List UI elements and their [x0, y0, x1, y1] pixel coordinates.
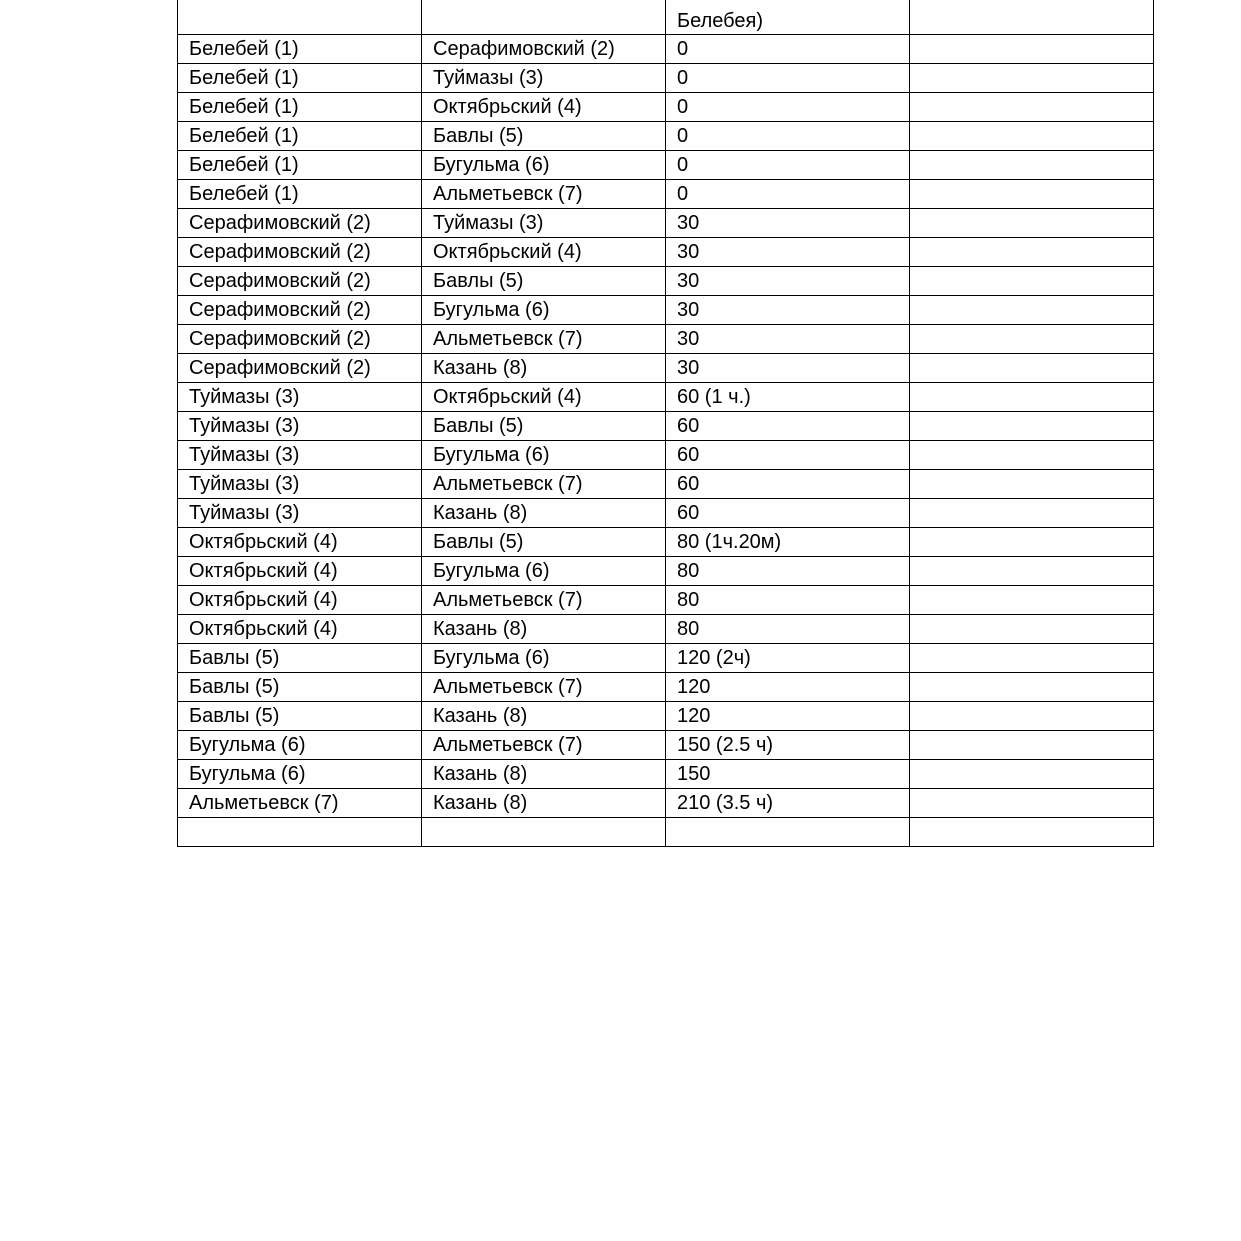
- empty-cell: [178, 818, 422, 847]
- cell-from: Бавлы (5): [178, 644, 422, 673]
- cell-to: Бугульма (6): [422, 441, 666, 470]
- cell-note: [910, 412, 1154, 441]
- cell-note: [910, 673, 1154, 702]
- cell-note: [910, 180, 1154, 209]
- cell-to: Казань (8): [422, 702, 666, 731]
- header-cell-from: [178, 0, 422, 35]
- table-row: [178, 499, 1154, 528]
- cell-time: 0: [666, 93, 910, 122]
- cell-to: Бавлы (5): [422, 267, 666, 296]
- cell-note: [910, 586, 1154, 615]
- cell-from: Белебей (1): [178, 64, 422, 93]
- cell-from: Бавлы (5): [178, 702, 422, 731]
- cell-from: Туймазы (3): [178, 383, 422, 412]
- cell-to: Альметьевск (7): [422, 180, 666, 209]
- cell-time: 60: [666, 441, 910, 470]
- cell-note: [910, 35, 1154, 64]
- cell-time: 150: [666, 760, 910, 789]
- cell-note: [910, 296, 1154, 325]
- cell-note: [910, 64, 1154, 93]
- cell-from: Серафимовский (2): [178, 238, 422, 267]
- cell-from: Серафимовский (2): [178, 325, 422, 354]
- cell-note: [910, 731, 1154, 760]
- cell-to: Альметьевск (7): [422, 731, 666, 760]
- table-row: [178, 731, 1154, 760]
- cell-time: 0: [666, 180, 910, 209]
- table-row: [178, 35, 1154, 64]
- cell-from: Октябрьский (4): [178, 615, 422, 644]
- cell-note: [910, 383, 1154, 412]
- cell-time: 80: [666, 615, 910, 644]
- table-row: [178, 325, 1154, 354]
- table-row: [178, 557, 1154, 586]
- table-row: [178, 412, 1154, 441]
- cell-to: Бугульма (6): [422, 151, 666, 180]
- table-row-empty: [178, 818, 1154, 847]
- cell-note: [910, 644, 1154, 673]
- cell-from: Бавлы (5): [178, 673, 422, 702]
- cell-note: [910, 528, 1154, 557]
- cell-from: Белебей (1): [178, 93, 422, 122]
- cell-from: Туймазы (3): [178, 470, 422, 499]
- cell-from: Октябрьский (4): [178, 586, 422, 615]
- cell-from: Бугульма (6): [178, 760, 422, 789]
- cell-time: 0: [666, 122, 910, 151]
- cell-to: Бугульма (6): [422, 644, 666, 673]
- cell-time: 30: [666, 296, 910, 325]
- cell-time: 60: [666, 412, 910, 441]
- cell-note: [910, 615, 1154, 644]
- table-row: [178, 528, 1154, 557]
- cell-time: 80 (1ч.20м): [666, 528, 910, 557]
- table-row: [178, 64, 1154, 93]
- cell-note: [910, 557, 1154, 586]
- cell-note: [910, 122, 1154, 151]
- cell-from: Туймазы (3): [178, 499, 422, 528]
- cell-note: [910, 354, 1154, 383]
- cell-time: 30: [666, 325, 910, 354]
- cell-from: Белебей (1): [178, 35, 422, 64]
- cell-time: 30: [666, 354, 910, 383]
- cell-time: 80: [666, 557, 910, 586]
- cell-to: Казань (8): [422, 354, 666, 383]
- cell-time: 60: [666, 499, 910, 528]
- cell-note: [910, 209, 1154, 238]
- cell-to: Казань (8): [422, 760, 666, 789]
- cell-to: Октябрьский (4): [422, 93, 666, 122]
- cell-time: 120 (2ч): [666, 644, 910, 673]
- cell-time: 60: [666, 470, 910, 499]
- table-row: [178, 267, 1154, 296]
- empty-cell: [422, 818, 666, 847]
- cell-time: 150 (2.5 ч): [666, 731, 910, 760]
- table-row: [178, 673, 1154, 702]
- cell-from: Октябрьский (4): [178, 528, 422, 557]
- cell-from: Белебей (1): [178, 180, 422, 209]
- cell-to: Бавлы (5): [422, 412, 666, 441]
- empty-cell: [666, 818, 910, 847]
- table-row: [178, 615, 1154, 644]
- cell-from: Серафимовский (2): [178, 296, 422, 325]
- table-body: [178, 0, 1154, 847]
- cell-from: Бугульма (6): [178, 731, 422, 760]
- cell-time: 0: [666, 35, 910, 64]
- table-row: [178, 209, 1154, 238]
- cell-to: Туймазы (3): [422, 64, 666, 93]
- cell-time: 0: [666, 151, 910, 180]
- table-row: [178, 151, 1154, 180]
- cell-from: Белебей (1): [178, 122, 422, 151]
- cell-from: Туймазы (3): [178, 412, 422, 441]
- cell-from: Белебей (1): [178, 151, 422, 180]
- cell-to: Серафимовский (2): [422, 35, 666, 64]
- cell-note: [910, 238, 1154, 267]
- table-row: [178, 760, 1154, 789]
- cell-time: 60 (1 ч.): [666, 383, 910, 412]
- cell-from: Октябрьский (4): [178, 557, 422, 586]
- cell-note: [910, 151, 1154, 180]
- table-row: [178, 180, 1154, 209]
- cell-time: 80: [666, 586, 910, 615]
- cell-to: Альметьевск (7): [422, 470, 666, 499]
- cell-to: Октябрьский (4): [422, 238, 666, 267]
- cell-to: Альметьевск (7): [422, 325, 666, 354]
- header-row-tail: [178, 0, 1154, 35]
- table-row: [178, 441, 1154, 470]
- cell-note: [910, 789, 1154, 818]
- cell-note: [910, 702, 1154, 731]
- table-row: [178, 93, 1154, 122]
- cell-time: 0: [666, 64, 910, 93]
- empty-cell: [910, 818, 1154, 847]
- cell-to: Бавлы (5): [422, 122, 666, 151]
- table-row: [178, 354, 1154, 383]
- table-row: [178, 702, 1154, 731]
- header-cell-to: [422, 0, 666, 35]
- table-row: [178, 586, 1154, 615]
- cell-to: Казань (8): [422, 789, 666, 818]
- table-row: [178, 789, 1154, 818]
- header-cell-time: Белебея): [666, 0, 910, 35]
- table-row: [178, 238, 1154, 267]
- cell-note: [910, 470, 1154, 499]
- table-row: [178, 470, 1154, 499]
- cell-to: Бавлы (5): [422, 528, 666, 557]
- header-cell-note: [910, 0, 1154, 35]
- cell-note: [910, 441, 1154, 470]
- cell-time: 30: [666, 267, 910, 296]
- cell-time: 120: [666, 673, 910, 702]
- cell-note: [910, 267, 1154, 296]
- cell-from: Альметьевск (7): [178, 789, 422, 818]
- cell-from: Серафимовский (2): [178, 209, 422, 238]
- cell-to: Бугульма (6): [422, 296, 666, 325]
- cell-from: Серафимовский (2): [178, 354, 422, 383]
- cell-from: Серафимовский (2): [178, 267, 422, 296]
- cell-to: Октябрьский (4): [422, 383, 666, 412]
- cell-to: Альметьевск (7): [422, 673, 666, 702]
- cell-to: Туймазы (3): [422, 209, 666, 238]
- route-time-table: [177, 0, 1154, 847]
- cell-time: 30: [666, 209, 910, 238]
- cell-to: Казань (8): [422, 615, 666, 644]
- cell-time: 30: [666, 238, 910, 267]
- cell-time: 120: [666, 702, 910, 731]
- cell-note: [910, 760, 1154, 789]
- table-row: [178, 383, 1154, 412]
- cell-to: Бугульма (6): [422, 557, 666, 586]
- cell-to: Альметьевск (7): [422, 586, 666, 615]
- cell-to: Казань (8): [422, 499, 666, 528]
- cell-note: [910, 499, 1154, 528]
- table-row: [178, 122, 1154, 151]
- cell-from: Туймазы (3): [178, 441, 422, 470]
- table-row: [178, 644, 1154, 673]
- table-row: [178, 296, 1154, 325]
- cell-note: [910, 93, 1154, 122]
- cell-note: [910, 325, 1154, 354]
- cell-time: 210 (3.5 ч): [666, 789, 910, 818]
